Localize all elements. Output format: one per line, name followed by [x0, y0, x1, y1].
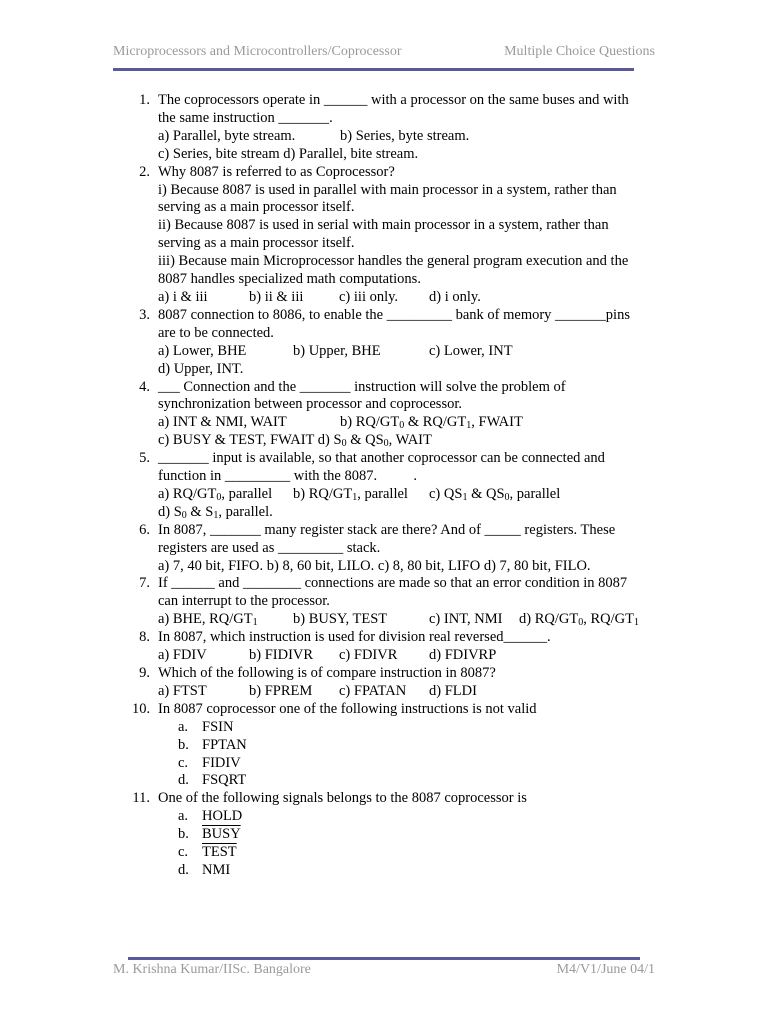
- list-item: [178, 719, 652, 737]
- question-text: _______ input is available, so that another coprocessor can be connected and: [158, 450, 605, 467]
- option-text: a) BHE, RQ/GT: [158, 611, 253, 628]
- statement-text: i) Because 8087 is used in parallel with main processor in a system, rather than: [158, 181, 617, 198]
- options-row: [158, 432, 652, 450]
- option-a: a) FTST: [158, 682, 207, 699]
- option-a: [158, 486, 293, 504]
- footer-author: M. Krishna Kumar/IISc. Bangalore: [113, 962, 311, 977]
- question-6: [132, 522, 652, 576]
- question-text: the same instruction _______.: [158, 109, 333, 126]
- question-number: 3.: [139, 306, 150, 323]
- options-row: [158, 504, 652, 522]
- option-d: d) FDIVRP: [429, 647, 497, 664]
- option-b: b) BUSY, TEST: [293, 611, 388, 628]
- question-text: are to be connected.: [158, 324, 274, 341]
- option-text: d) S: [158, 503, 182, 520]
- header-section: Multiple Choice Questions: [504, 44, 655, 59]
- option-text: & S: [186, 503, 214, 520]
- question-9: [132, 665, 652, 701]
- footer-rule: [128, 957, 640, 960]
- option-d: d) FLDI: [429, 682, 477, 699]
- option-c: [429, 486, 560, 504]
- question-number: 7.: [139, 575, 150, 592]
- subscript: 1: [466, 420, 472, 432]
- question-text: One of the following signals belongs to the 8087 coprocessor is: [158, 790, 527, 807]
- question-number: 4.: [139, 378, 150, 395]
- option-a: a) Parallel, byte stream.: [158, 127, 296, 144]
- question-3: [132, 307, 652, 379]
- item-text: BUSY: [202, 826, 241, 843]
- question-text: Why 8087 is referred to as Coprocessor?: [158, 163, 395, 180]
- subscript: 1: [213, 509, 219, 521]
- item-label: b.: [178, 826, 189, 843]
- statement-text: ii) Because 8087 is used in serial with main processor in a system, rather than: [158, 217, 609, 234]
- options-row: [158, 611, 652, 629]
- option-text: d) S: [317, 432, 342, 449]
- option-a: a) i & iii: [158, 288, 208, 305]
- item-label: d.: [178, 772, 189, 789]
- question-1: [132, 92, 652, 164]
- option-text: , parallel: [357, 485, 408, 502]
- option-a: a) FDIV: [158, 647, 207, 664]
- options-row: [158, 486, 652, 504]
- options-row: [158, 343, 652, 361]
- options-row: [158, 683, 652, 701]
- option-b: [340, 414, 523, 432]
- subscript: 1: [352, 491, 358, 503]
- option-text: , FWAIT: [471, 414, 523, 431]
- subscript: 1: [462, 491, 468, 503]
- option-c: c) Series, bite stream: [158, 145, 280, 162]
- item-label: a.: [178, 808, 189, 825]
- statement-text: iii) Because main Microprocessor handles the general program execution and the: [158, 253, 629, 270]
- statement-text: serving as a main processor itself.: [158, 235, 355, 252]
- subscript: 0: [341, 438, 347, 450]
- statement-text: serving as a main processor itself.: [158, 199, 355, 216]
- question-text: Which of the following is of compare instruction in 8087?: [158, 665, 496, 681]
- subscript: 0: [504, 491, 510, 503]
- item-text: HOLD: [202, 808, 243, 825]
- subscript: 0: [181, 509, 187, 521]
- question-text: synchronization between processor and coprocessor.: [158, 396, 462, 413]
- item-label: c.: [178, 844, 189, 861]
- question-number: 10.: [132, 700, 151, 717]
- list-item: [178, 826, 652, 844]
- question-text: The coprocessors operate in ______ with a processor on the same buses and with: [158, 92, 629, 108]
- list-item: [178, 772, 652, 790]
- option-c: c) Lower, INT: [429, 342, 513, 359]
- options-row: [158, 647, 652, 665]
- option-list: [158, 719, 652, 791]
- option-d: d) Upper, INT.: [158, 360, 244, 377]
- question-number: 8.: [139, 629, 150, 646]
- question-10: [132, 701, 652, 791]
- options-row: [158, 361, 652, 379]
- subscript: 0: [578, 617, 584, 629]
- header-title: Microprocessors and Microcontrollers/Coprocessor: [113, 44, 402, 59]
- subscript: 0: [383, 438, 389, 450]
- question-number: 2.: [139, 163, 150, 180]
- option-d: d) Parallel, bite stream.: [283, 145, 419, 162]
- option-text: b) RQ/GT: [293, 485, 353, 502]
- option-d: [318, 432, 432, 448]
- item-label: d.: [178, 861, 189, 878]
- item-text: TEST: [202, 844, 237, 861]
- option-a: [158, 611, 293, 629]
- question-text: In 8087 coprocessor one of the following instructions is not valid: [158, 700, 537, 717]
- option-d: [158, 504, 273, 520]
- option-b: b) Upper, BHE: [293, 342, 381, 359]
- option-b: [293, 486, 429, 504]
- subscript: 1: [633, 617, 639, 629]
- option-text: , parallel.: [218, 503, 273, 520]
- option-b: b) FIDIVR: [249, 647, 314, 664]
- question-5: [132, 450, 652, 522]
- item-label: a.: [178, 718, 189, 735]
- options-row: [158, 414, 652, 432]
- option-a: a) Lower, BHE: [158, 342, 247, 359]
- option-text: , RQ/GT: [583, 611, 634, 628]
- question-number: 1.: [139, 92, 150, 108]
- header-rule: [113, 68, 634, 71]
- option-a: a) INT & NMI, WAIT: [158, 414, 287, 431]
- option-b: b) FPREM: [249, 682, 313, 699]
- question-text: 8087 connection to 8086, to enable the _________ bank of memory _______pins: [158, 306, 630, 323]
- options-row: a) 7, 40 bit, FIFO. b) 8, 60 bit, LILO. c) 8, 80 bit, LIFO d) 7, 80 bit, FILO.: [158, 557, 591, 574]
- option-c: c) FDIVR: [339, 647, 398, 664]
- option-b: b) ii & iii: [249, 288, 304, 305]
- question-text: In 8087, which instruction is used for division real reversed______.: [158, 629, 551, 646]
- question-8: [132, 629, 652, 665]
- statement-text: 8087 handles specialized math computations.: [158, 271, 421, 288]
- question-7: [132, 575, 652, 629]
- option-list: [158, 808, 652, 880]
- option-c: c) iii only.: [339, 288, 399, 305]
- option-text: , parallel: [221, 485, 273, 502]
- item-text: FSIN: [202, 718, 234, 735]
- option-text: d) RQ/GT: [519, 611, 579, 628]
- question-list: [132, 92, 652, 880]
- options-row: [158, 128, 652, 146]
- question-text: registers are used as _________ stack.: [158, 539, 381, 556]
- subscript: 1: [252, 617, 258, 629]
- option-d: [519, 611, 639, 629]
- option-text: & QS: [346, 432, 384, 449]
- question-11: [132, 790, 652, 880]
- list-item: [178, 755, 652, 773]
- option-c: c) BUSY & TEST, FWAIT: [158, 432, 315, 449]
- subscript: 0: [216, 491, 222, 503]
- option-text: , parallel: [509, 485, 561, 502]
- options-row: [158, 289, 652, 307]
- question-text: If ______ and ________ connections are made so that an error condition in 8087: [158, 575, 628, 592]
- option-d: d) i only.: [429, 288, 481, 305]
- question-2: [132, 164, 652, 307]
- option-text: a) RQ/GT: [158, 485, 217, 502]
- option-text: & RQ/GT: [404, 414, 467, 431]
- option-text: c) QS: [429, 485, 463, 502]
- item-text: FSQRT: [202, 772, 247, 789]
- list-item: [178, 737, 652, 755]
- option-b: b) Series, byte stream.: [340, 127, 470, 144]
- list-item: [178, 862, 652, 880]
- item-label: b.: [178, 736, 189, 753]
- item-text: FPTAN: [202, 736, 247, 753]
- question-text: can interrupt to the processor.: [158, 593, 330, 610]
- list-item: [178, 844, 652, 862]
- question-text: In 8087, _______ many register stack are there? And of _____ registers. These: [158, 521, 616, 538]
- subscript: 0: [399, 420, 405, 432]
- option-c: c) INT, NMI: [429, 611, 503, 628]
- list-item: [178, 808, 652, 826]
- option-text: b) RQ/GT: [340, 414, 400, 431]
- item-label: c.: [178, 754, 189, 771]
- question-text: function in _________ with the 8087. .: [158, 468, 417, 485]
- option-text: , WAIT: [388, 432, 432, 449]
- question-number: 9.: [139, 665, 150, 681]
- options-row: [158, 146, 652, 164]
- question-number: 6.: [139, 521, 150, 538]
- question-text: ___ Connection and the _______ instruction will solve the problem of: [158, 378, 566, 395]
- footer-page-id: M4/V1/June 04/1: [556, 962, 655, 977]
- question-number: 11.: [132, 790, 150, 807]
- option-c: c) FPATAN: [339, 682, 407, 699]
- question-number: 5.: [139, 450, 150, 467]
- question-4: [132, 379, 652, 451]
- item-text: FIDIV: [202, 754, 241, 771]
- option-text: & QS: [467, 485, 505, 502]
- item-text: NMI: [202, 861, 231, 878]
